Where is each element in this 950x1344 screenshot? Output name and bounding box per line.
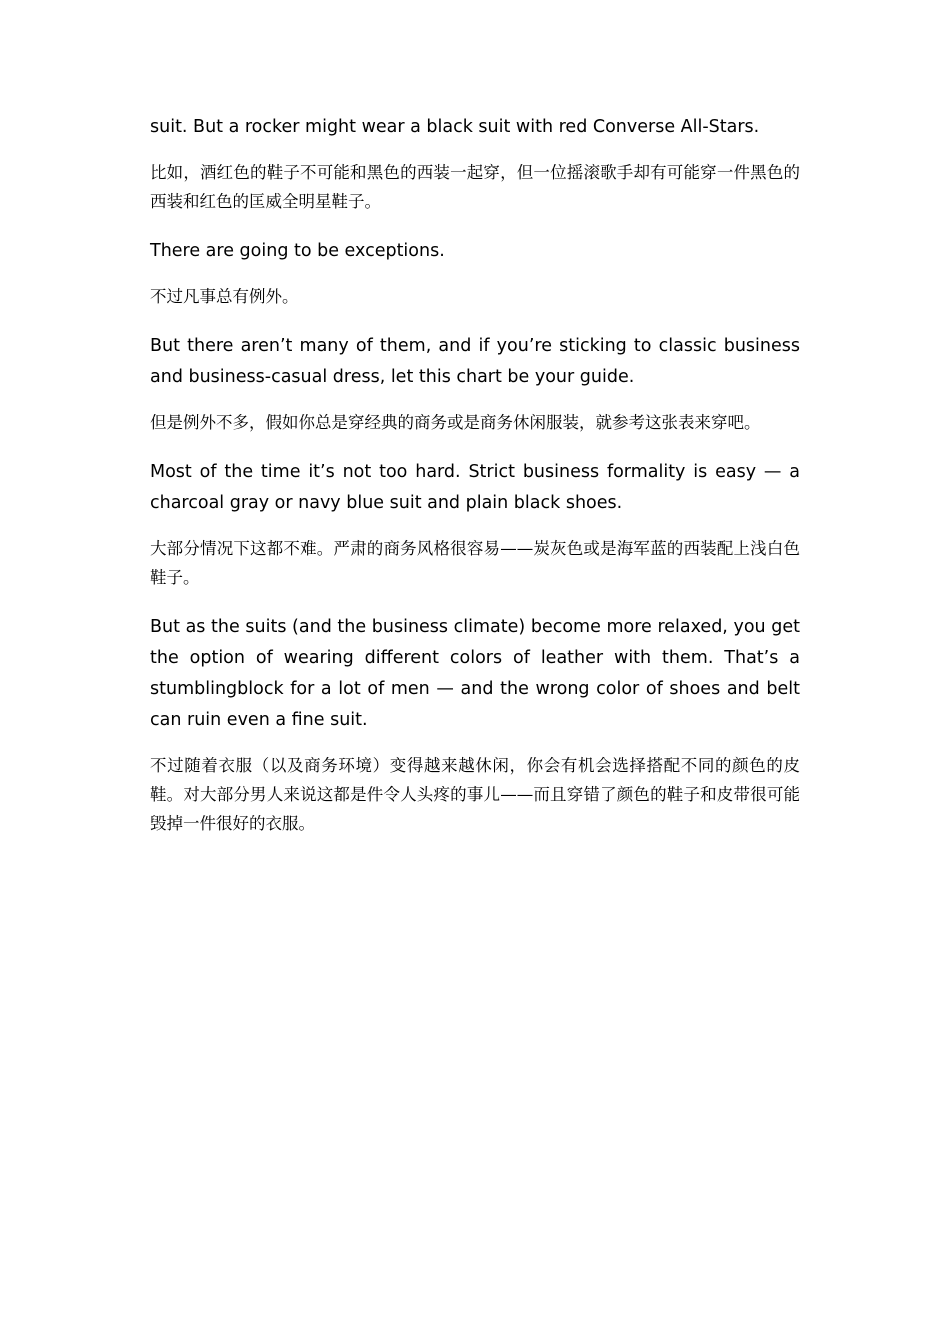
paragraph-zh-5: 不过随着衣服（以及商务环境）变得越来越休闲，你会有机会选择搭配不同的颜色的皮鞋。对大部分男人来说这都是件令人头疼的事儿——而且穿错了颜色的鞋子和皮带很可能毁掉一件很好的衣服。 bbox=[150, 756, 800, 833]
paragraph-en-3: But there aren’t many of them, and if you’re sticking to classic business and business-casual dress, let this chart be your guide. bbox=[150, 336, 800, 387]
paragraph-zh-3: 但是例外不多，假如你总是穿经典的商务或是商务休闲服装，就参考这张表来穿吧。 bbox=[150, 413, 761, 432]
document-body bbox=[150, 112, 800, 838]
paragraph-zh-1: 比如，酒红色的鞋子不可能和黑色的西装一起穿，但一位摇滚歌手却有可能穿一件黑色的西装和红色的匡威全明星鞋子。 bbox=[150, 163, 800, 211]
paragraph-en-4: Most of the time it’s not too hard. Strict business formality is easy — a charcoal gray or navy blue suit and plain black shoes. bbox=[150, 462, 800, 513]
paragraph-en-2: There are going to be exceptions. bbox=[150, 241, 445, 261]
paragraph-en-5: But as the suits (and the business climate) become more relaxed, you get the option of wearing different colors of leather with them. That’s a stumblingblock for a lot of men — and the wrong color of shoes and belt can ruin even a fine suit. bbox=[150, 617, 800, 730]
paragraph-zh-2: 不过凡事总有例外。 bbox=[150, 287, 299, 306]
paragraph-zh-4: 大部分情况下这都不难。严肃的商务风格很容易——炭灰色或是海军蓝的西装配上浅白色鞋子。 bbox=[150, 539, 800, 587]
paragraph-en-1: suit. But a rocker might wear a black suit with red Converse All-Stars. bbox=[150, 117, 760, 137]
